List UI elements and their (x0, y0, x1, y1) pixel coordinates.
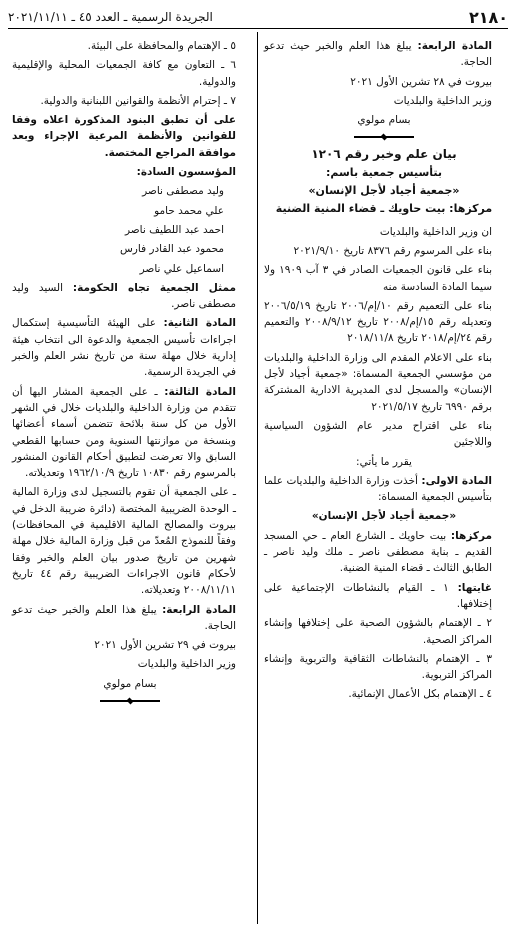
compliance-note: على أن تطبق البنود المذكورة اعلاه وفقا للقوانين والأنظمة المرعية الإجراء وبعد موافقة المراجع المختصة. (12, 114, 236, 159)
founder-name: وليد مصطفى ناصر (142, 185, 224, 198)
article-1-name: «جمعية أجياد لأجل الإنسان» (311, 510, 457, 523)
place-date: بيروت في ٢٨ تشرين الأول ٢٠٢١ (350, 75, 492, 88)
founder-name: اسماعيل علي ناصر (139, 262, 224, 275)
left-column (12, 38, 248, 710)
founder-name: احمد عبد اللطيف ناصر (124, 223, 224, 236)
article-3: المادة الثالثة: ـ على الجمعية المشار اليها أن تتقدم من وزارة الداخلية والبلديات خلال في الشهر الأول من كل سنة بلائحة تتضمن أسماء أعضائها وبنسخة من موازنتها السنوية ومن حسابها القطعي السابق والا تعرضت لتطبيق أحكام القانون المنشور بالمرسوم رقم ١٠٨٣٠ تاريخ ١٩٦٢/١٠/٩ وتعديلاته. (12, 385, 236, 480)
notice-subtitle: بتأسيس جمعية باسم: (325, 165, 443, 179)
article-4-prev: المادة الرابعة: يبلغ هذا العلم والخبر حيث تدعو الحاجة. (264, 40, 492, 69)
separator-ornament (354, 134, 414, 140)
goal-item: ٢ ـ الإهتمام بالشؤون الصحية على إختلافها وإنشاء المراكز الصحية. (264, 617, 492, 646)
goal-item: ٤ ـ الإهتمام بكل الأعمال الإنمائية. (348, 688, 492, 701)
goal-item: غايتها: ١ ـ القيام بالنشاطات الإجتماعية على إختلافها. (264, 581, 492, 610)
paragraph: ان وزير الداخلية والبلديات (379, 225, 492, 238)
founder-name: علي محمد حامو (154, 204, 224, 217)
notice-title: بيان علم وخبر رقم ١٢٠٦ (311, 147, 457, 162)
minister-title: وزير الداخلية والبلديات (137, 658, 236, 671)
founders-label: المؤسسون السادة: (136, 166, 236, 179)
article-4: المادة الرابعة: يبلغ هذا العلم والخبر حيث تدعو الحاجة. (12, 603, 236, 632)
hq-details: مركزها: بيت حاويك ـ الشارع العام ـ حي المسجد القديم ـ بناية مصطفى ناصر ـ ملك وليد ناصر ـ الطابق الثالث ـ قضاء المنية الضنية. (264, 529, 492, 575)
goal-item: ٦ ـ التعاون مع كافة الجمعيات المحلية والإقليمية والدولية. (12, 59, 236, 88)
article-1: المادة الاولى: أخذت وزارة الداخلية والبلديات علما بتأسيس الجمعية المسماة: (264, 474, 492, 504)
paragraph: بناء على التعميم رقم ١٠/إم/٢٠٠٦ تاريخ ٢٠٠٦/٥/١٩ وتعديله رقم ١٥/إم/٢٠٠٨ تاريخ ٢٠٠٨/٩/١٢ والتعميم رقم ٢٤/إم/٢٠١٨ تاريخ ٢٠١٨/١١/٨ (264, 299, 492, 345)
goal-item: ٣ ـ الإهتمام بالنشاطات الثقافية والتربوية وإنشاء المراكز التربوية. (264, 652, 492, 682)
founder-name: محمود عبد القادر فارس (119, 243, 224, 256)
minister-name: بسام مولوي (103, 677, 157, 690)
representative: ممثل الجمعية تجاه الحكومة: السيد وليد مصطفى ناصر. (12, 281, 237, 311)
paragraph: بناء على الاعلام المقدم الى وزارة الداخلية والبلديات من مؤسسي الجمعية المسماة: «جمعية أجياد لأجل الإنسان» والمسجل لدى المديرية الادارية المشتركة برقم ٦٩٩٠ تاريخ ٢٠٢١/٥/١٧ (264, 351, 492, 413)
goal-item: ٥ ـ الإهتمام والمحافظة على البيئة. (87, 40, 236, 52)
article-3-tax: ـ على الجمعية أن تقوم بالتسجيل لدى وزارة المالية ـ الوحدة الضريبية المختصة (دائرة ضريبة الدخل في بيروت والمصالح المالية الاقليمية في المحافظات) وفقاً للنموذج المُعدّ من قبل وزارة المالية خلال مهلة شهرين من تاريخ صدور بيان العلم والخبر وفقا لأحكام قانون الاجراءات الضريبية رقم ٤٤ تاريخ ٢٠٠٨/١١/١١ وتعديلاته. (12, 486, 236, 597)
place-date: بيروت في ٢٩ تشرين الأول ٢٠٢١ (94, 639, 236, 652)
paragraph: بناء على قانون الجمعيات الصادر في ٣ آب ١٩٠٩ ولا سيما المادة السادسة منه (264, 264, 492, 293)
decides-line: يقرر ما يأتي: (356, 455, 412, 468)
headquarters-line: مركزها: بيت حاويك ـ قضاء المنية الضنية (275, 202, 493, 216)
minister-title: وزير الداخلية والبلديات (393, 94, 492, 107)
page-number: ٢١٨٠ (468, 7, 508, 27)
article-2: المادة الثانية: على الهيئة التأسيسية إستكمال اجراءات تأسيس الجمعية والدعوة الى انتخاب هيئة إدارية خلال مهلة سنة من تاريخ نشر العلم والخبر في الجريدة الرسمية. (12, 317, 237, 379)
column-divider (257, 32, 258, 924)
association-name: «جمعية أجياد لأجل الإنسان» (308, 184, 460, 198)
separator-ornament (100, 698, 160, 704)
page-header (8, 6, 508, 29)
gazette-title: الجريدة الرسمية ـ العدد ٤٥ ـ ٢٠٢١/١١/١١ (8, 10, 213, 24)
minister-name: بسام مولوي (357, 114, 411, 127)
right-column (264, 38, 504, 706)
paragraph: بناء على اقتراح مدير عام الشؤون السياسية واللاجئين (264, 419, 492, 449)
goal-item: ٧ ـ إحترام الأنظمة والقوانين اللبنانية والدولية. (40, 94, 236, 107)
paragraph: بناء على المرسوم رقم ٨٣٧٦ تاريخ ٢٠٢١/٩/١٠ (293, 244, 492, 257)
